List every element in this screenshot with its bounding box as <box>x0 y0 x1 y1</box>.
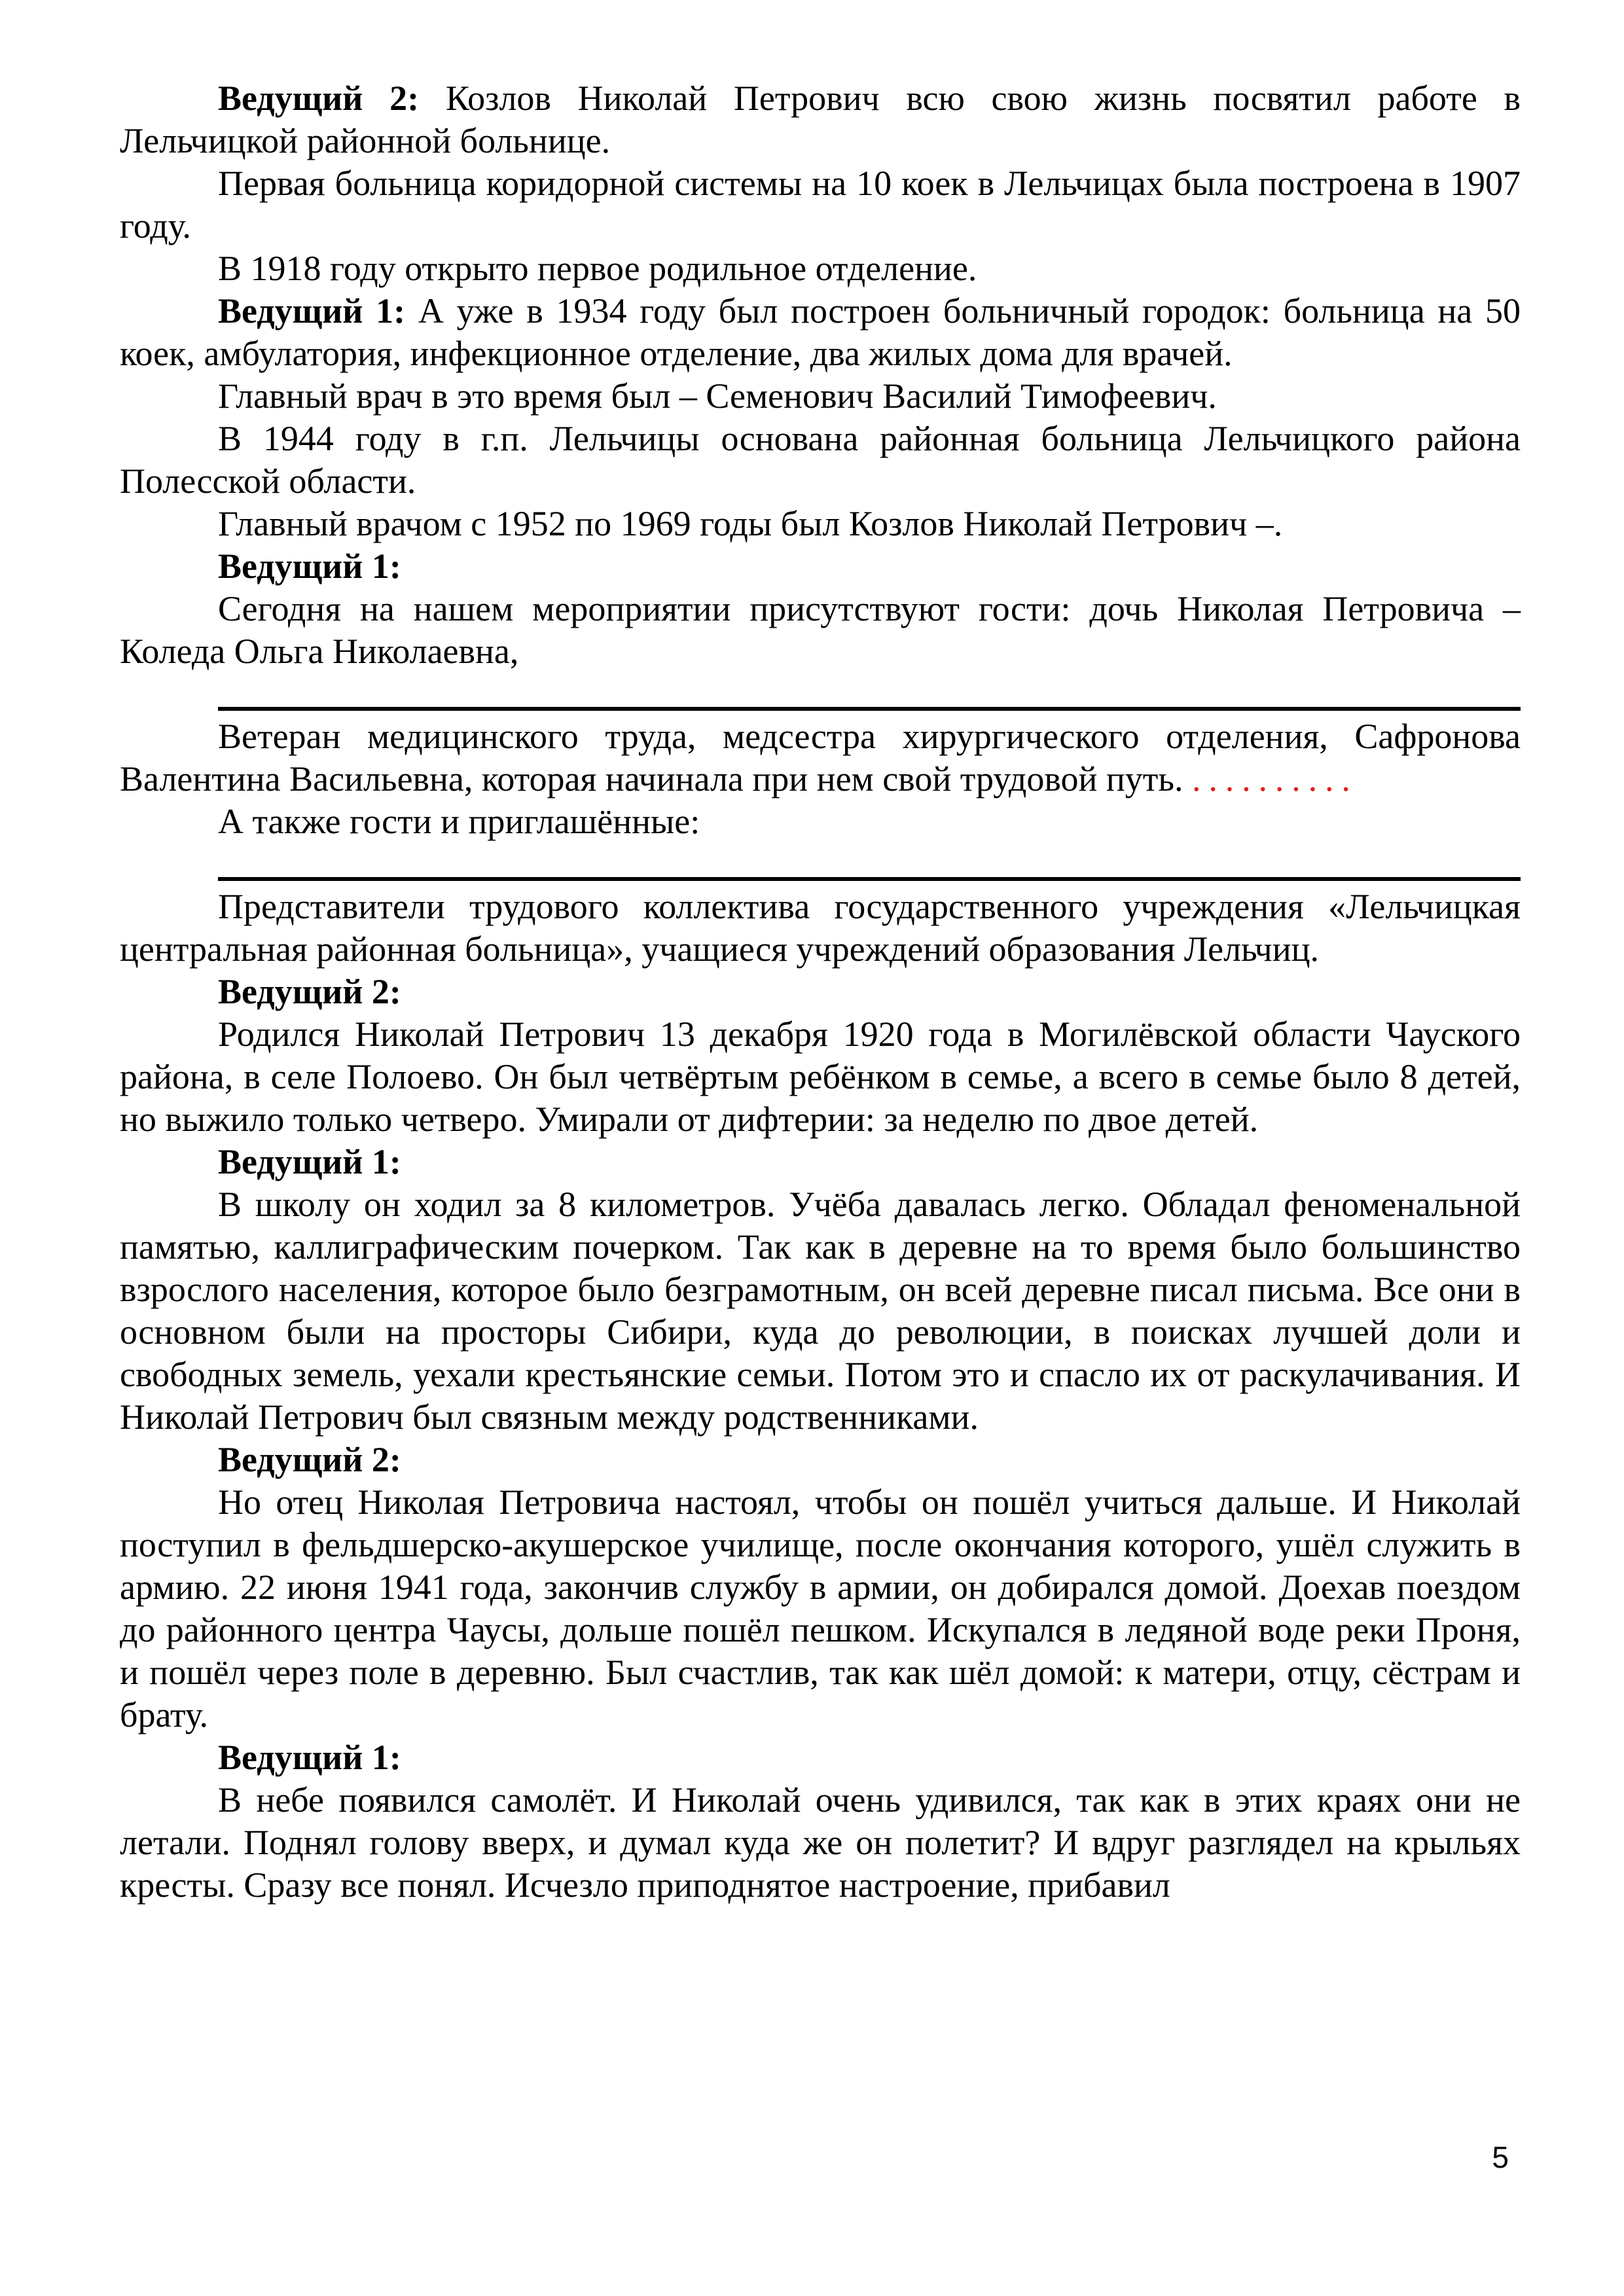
paragraph-text: Сегодня на нашем мероприятии присутствуют гости: дочь Николая Петровича – Коледа Ольга Николаевна, <box>120 589 1521 671</box>
paragraph <box>120 375 1521 418</box>
paragraph <box>120 247 1521 290</box>
paragraph-text: В небе появился самолёт. И Николай очень удивился, так как в этих краях они не летали. Поднял голову вверх, и думал куда же он полетит? И вдруг разглядел на крыльях кресты. Сразу все понял. Исчезло приподнятое настроение, прибавил <box>120 1780 1521 1905</box>
paragraph <box>120 800 1521 843</box>
paragraph-text: Главный врач в это время был – Семенович Василий Тимофеевич. <box>218 376 1217 416</box>
speaker-label: Ведущий 1: <box>218 1142 401 1181</box>
speaker-heading <box>120 1439 1521 1481</box>
speaker-label: Ведущий 1: <box>218 291 406 331</box>
paragraph-text: В 1944 году в г.п. Лельчицы основана районная больница Лельчицкого района Полесской области. <box>120 419 1521 501</box>
paragraph <box>120 588 1521 673</box>
paragraph-text: Первая больница коридорной системы на 10 коек в Лельчицах была построена в 1907 году. <box>120 164 1521 245</box>
paragraph <box>120 1183 1521 1439</box>
speaker-label: Ведущий 2: <box>218 1440 401 1479</box>
document-body <box>120 77 1521 1907</box>
paragraph-text: Главный врачом с 1952 по 1969 годы был Козлов Николай Петрович –. <box>218 504 1283 543</box>
paragraph-text: А также гости и приглашённые: <box>218 802 700 841</box>
speaker-label: Ведущий 1: <box>218 1738 401 1777</box>
paragraph-text: Козлов Николай Петрович всю свою жизнь посвятил работе в Лельчицкой районной больнице. <box>120 79 1521 160</box>
paragraph <box>120 1481 1521 1736</box>
paragraph-text: Родился Николай Петрович 13 декабря 1920 года в Могилёвской области Чауского района, в селе Полоево. Он был четвёртым ребёнком в семье, а всего в семье было 8 детей, но выжило только четверо. Умирали от дифтерии: за неделю по двое детей. <box>120 1014 1521 1139</box>
speaker-heading <box>120 545 1521 588</box>
paragraph <box>120 290 1521 375</box>
red-ellipsis: .......... <box>1191 759 1358 798</box>
paragraph-text: Но отец Николая Петровича настоял, чтобы он пошёл учиться дальше. И Николай поступил в фельдшерско-акушерское училище, после окончания которого, ушёл служить в армию. 22 июня 1941 года, закончив службу в армии, он добирался домой. Доехав поездом до районного центра Чаусы, дольше пошёл пешком. Искупался в ледяной воде реки Проня, и пошёл через поле в деревню. Был счастлив, так как шёл домой: к матери, отцу, сёстрам и брату. <box>120 1482 1521 1734</box>
speaker-label: Ведущий 1: <box>218 547 401 586</box>
paragraph-text: В 1918 году открыто первое родильное отделение. <box>218 249 977 288</box>
speaker-heading <box>120 971 1521 1013</box>
paragraph <box>120 1013 1521 1141</box>
speaker-label: Ведущий 2: <box>218 972 401 1011</box>
page-number: 5 <box>1492 2140 1509 2174</box>
paragraph <box>120 886 1521 971</box>
paragraph <box>120 1779 1521 1907</box>
blank-fill-line <box>218 673 1521 711</box>
paragraph-text: В школу он ходил за 8 километров. Учёба давалась легко. Обладал феноменальной памятью, каллиграфическим почерком. Так как в деревне на то время было большинство взрослого населения, которое было безграмотным, он всей деревне писал письма. Все они в основном были на просторы Сибири, куда до революции, в поисках лучшей доли и свободных земель, уехали крестьянские семьи. Потом это и спасло их от раскулачивания. И Николай Петрович был связным между родственниками. <box>120 1185 1521 1437</box>
paragraph <box>120 418 1521 503</box>
paragraph <box>120 715 1521 800</box>
speaker-heading <box>120 1141 1521 1183</box>
paragraph <box>120 503 1521 545</box>
paragraph-text: Представители трудового коллектива государственного учреждения «Лельчицкая центральная районная больница», учащиеся учреждений образования Лельчиц. <box>120 887 1521 969</box>
paragraph <box>120 77 1521 162</box>
paragraph-text: Ветеран медицинского труда, медсестра хирургического отделения, Сафронова Валентина Васильевна, которая начинала при нем свой трудовой путь. <box>120 717 1521 798</box>
speaker-label: Ведущий 2: <box>218 79 420 118</box>
paragraph <box>120 162 1521 247</box>
blank-fill-line <box>218 843 1521 881</box>
paragraph-text: А уже в 1934 году был построен больничный городок: больница на 50 коек, амбулатория, инфекционное отделение, два жилых дома для врачей. <box>120 291 1521 373</box>
speaker-heading <box>120 1736 1521 1779</box>
